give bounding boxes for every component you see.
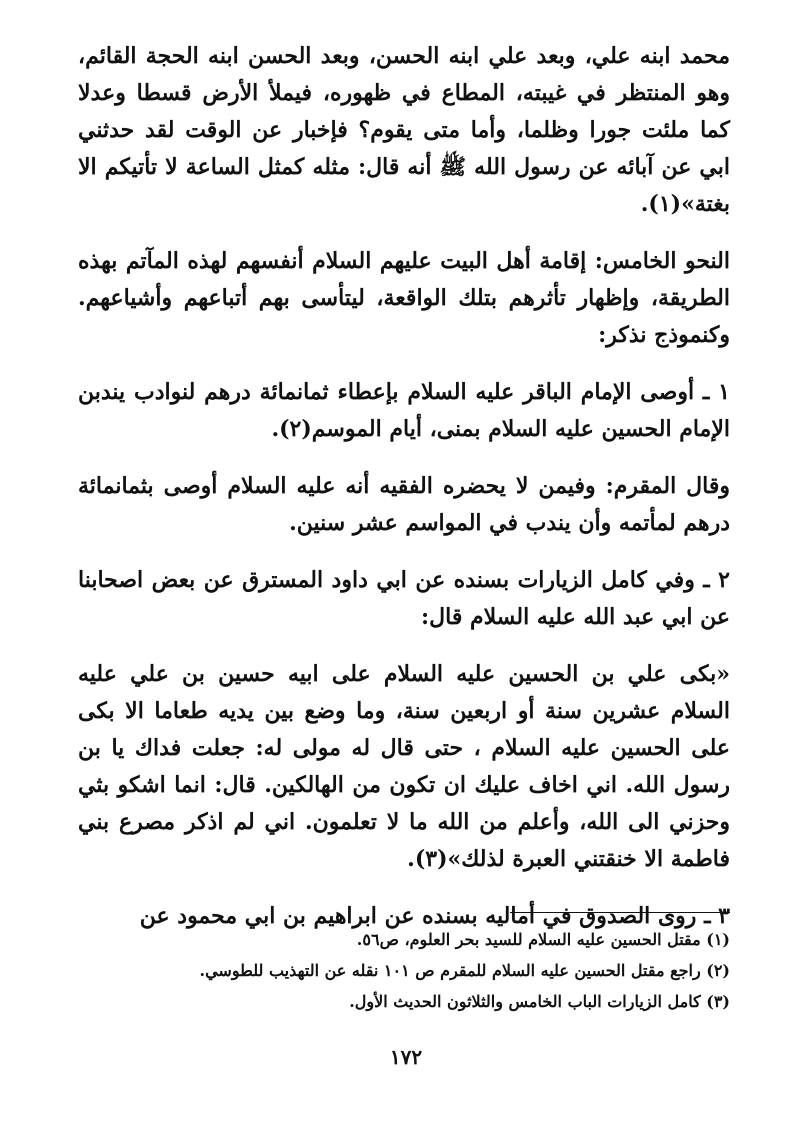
paragraph-4: وقال المقرم: وفيمن لا يحضره الفقيه أنه عليه السلام أوصى بثمانمائة درهم لمأتمه وأن يندب في المواسم عشر سنين. xyxy=(78,473,730,536)
footnote-divider xyxy=(510,912,730,913)
footnote-2: (٢) راجع مقتل الحسين عليه السلام للمقرم ص ١٠١ نقله عن التهذيب للطوسي. xyxy=(199,961,730,980)
page-number: ١٧٢ xyxy=(389,1045,423,1069)
paragraph-5: ٢ ـ وفي كامل الزيارات بسنده عن ابي داود المسترق عن بعض اصحابنا عن ابي عبد الله عليه السلام قال: xyxy=(78,567,730,630)
footnotes xyxy=(78,924,730,1017)
paragraph-3: ١ ـ أوصى الإمام الباقر عليه السلام بإعطاء ثمانمائة درهم لنوادب يندبن الإمام الحسين عليه السلام بمنى، أيام الموسم(٢). xyxy=(78,379,730,442)
paragraph-6: «بكى علي بن الحسين عليه السلام على ابيه حسين بن علي عليه السلام عشرين سنة أو اربعين سنة، وما وضع بين يديه طعاما الا بكى على الحسين عليه السلام ، حتى قال له مولى له: جعلت فداك يا بن رسول الله. اني اخاف عليك ان تكون من الهالكين. قال: انما اشكو بثي وحزني الى الله، وأعلم من الله ما لا تعلمون. اني لم اذكر مصرع بني فاطمة الا خنقتني العبرة لذلك»(٣). xyxy=(78,661,730,872)
paragraph-2: النحو الخامس: إقامة أهل البيت عليهم السلام أنفسهم لهذه المآتم بهذه الطريقة، وإظهار تأثرهم بتلك الواقعة، ليتأسى بهم أتباعهم وأشياعهم. وكنموذج نذكر: xyxy=(78,248,730,348)
paragraph-7: ٣ ـ روى الصدوق في أماليه بسنده عن ابراهيم بن ابي محمود عن xyxy=(139,903,730,929)
footnote-3: (٣) كامل الزيارات الباب الخامس والثلاثون الحديث الأول. xyxy=(349,992,730,1011)
paragraph-1: محمد ابنه علي، وبعد علي ابنه الحسن، وبعد الحسن ابنه الحجة القائم، وهو المنتظر في غيبته، المطاع في ظهوره، فيملأ الأرض قسطا وعدلا كما ملئت جورا وظلما، وأما متى يقوم؟ فإخبار عن الوقت لقد حدثني ابي عن آبائه عن رسول الله ﷺ أنه قال: مثله كمثل الساعة لا تأتيكم الا بغتة»(١). xyxy=(78,43,730,217)
footnote-1: (١) مقتل الحسين عليه السلام للسيد بحر العلوم، ص٥٦. xyxy=(356,930,730,949)
